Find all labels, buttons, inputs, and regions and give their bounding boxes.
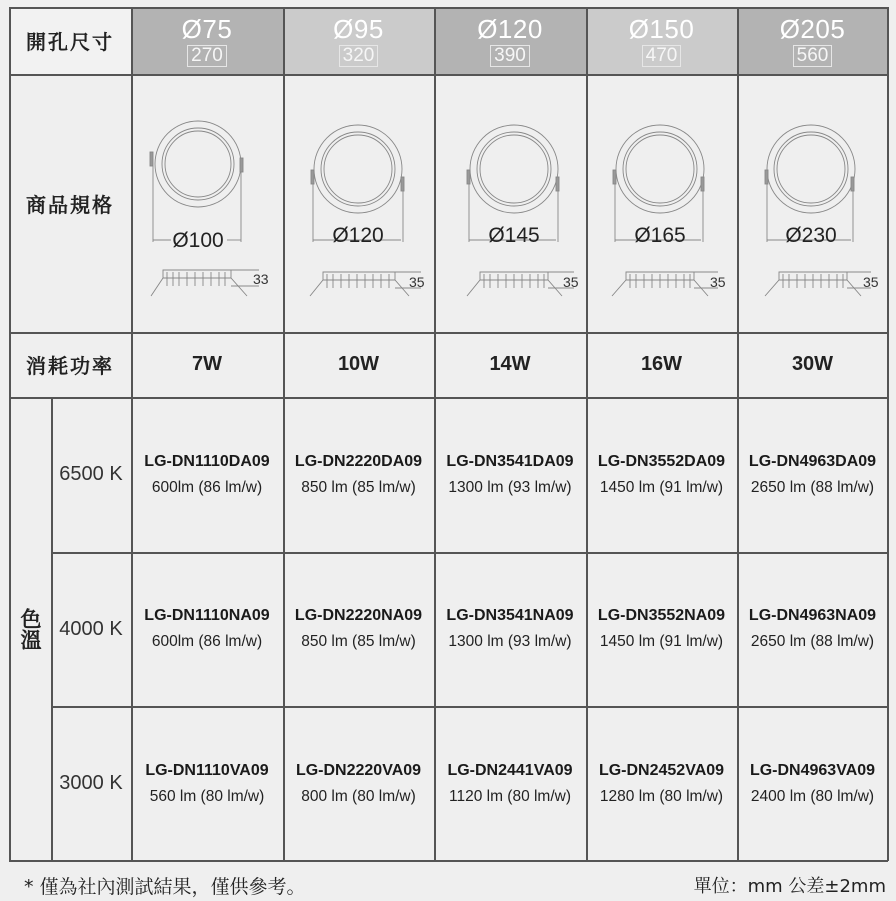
lumen-value: 1450 lm (91 lm/w) bbox=[599, 633, 724, 650]
hole-diameter: Ø205 bbox=[779, 13, 846, 44]
lumen-value: 2650 lm (88 lm/w) bbox=[750, 633, 875, 650]
model-number: LG-DN2452VA09 bbox=[598, 761, 725, 779]
grid-line bbox=[434, 7, 436, 861]
temp-value: 4000 K bbox=[59, 617, 123, 640]
grid-line bbox=[51, 706, 888, 708]
lumen-value: 1300 lm (93 lm/w) bbox=[448, 633, 572, 650]
svg-text:35: 35 bbox=[409, 274, 425, 290]
downlight-drawing-icon bbox=[283, 74, 434, 332]
product-cell bbox=[434, 706, 586, 861]
header-col-3 bbox=[434, 7, 586, 74]
svg-text:35: 35 bbox=[863, 274, 879, 290]
product-cell bbox=[737, 397, 888, 552]
units-note: 單位：mm 公差±2mm bbox=[693, 876, 886, 897]
model-number: LG-DN2220DA09 bbox=[294, 452, 423, 470]
product-cell bbox=[434, 552, 586, 706]
product-cell bbox=[586, 397, 737, 552]
power-cell-4 bbox=[586, 332, 737, 397]
grid-line bbox=[9, 397, 888, 399]
temp-cell-4000 bbox=[51, 552, 131, 706]
grid-line bbox=[51, 397, 53, 861]
svg-text:Ø100: Ø100 bbox=[172, 229, 224, 252]
power-cell-1 bbox=[131, 332, 283, 397]
product-cell bbox=[131, 706, 283, 861]
downlight-drawing-icon bbox=[434, 74, 586, 332]
lumen-value: 2400 lm (80 lm/w) bbox=[750, 787, 875, 805]
power-label: 消耗功率 bbox=[26, 354, 114, 378]
svg-text:35: 35 bbox=[563, 274, 579, 290]
lumen-value: 850 lm (85 lm/w) bbox=[301, 478, 416, 496]
product-cell bbox=[586, 552, 737, 706]
model-number: LG-DN2441VA09 bbox=[447, 761, 573, 779]
grid-line bbox=[9, 332, 888, 334]
grid-line bbox=[131, 7, 133, 861]
power-cell-3 bbox=[434, 332, 586, 397]
lumen-value: 560 lm (80 lm/w) bbox=[149, 787, 265, 805]
model-number: LG-DN3541DA09 bbox=[446, 452, 574, 470]
product-cell bbox=[283, 397, 434, 552]
model-number: LG-DN1110VA09 bbox=[145, 761, 269, 779]
grid-line bbox=[9, 7, 11, 861]
hole-cutout: 270 bbox=[187, 45, 227, 67]
product-cell bbox=[737, 552, 888, 706]
svg-text:Ø230: Ø230 bbox=[785, 224, 837, 247]
model-number: LG-DN4963VA09 bbox=[749, 761, 876, 779]
grid-line bbox=[51, 552, 888, 554]
temp-cell-3000 bbox=[51, 706, 131, 861]
footnote: * 僅為社內測試結果，僅供參考。 bbox=[24, 876, 306, 898]
color-temp-label: 色溫 bbox=[18, 608, 42, 650]
lumen-value: 1300 lm (93 lm/w) bbox=[448, 478, 572, 496]
product-cell bbox=[737, 706, 888, 861]
product-cell bbox=[283, 552, 434, 706]
temp-value: 3000 K bbox=[59, 772, 123, 794]
grid-line bbox=[283, 7, 285, 861]
product-cell bbox=[283, 706, 434, 861]
header-label-cell bbox=[9, 7, 131, 74]
lumen-value: 600lm (86 lm/w) bbox=[151, 478, 263, 496]
power-value: 10W bbox=[337, 353, 380, 375]
downlight-drawing-icon bbox=[737, 74, 888, 332]
hole-cutout: 560 bbox=[793, 45, 833, 67]
product-cell bbox=[434, 397, 586, 552]
lumen-value: 800 lm (80 lm/w) bbox=[301, 787, 416, 805]
model-number: LG-DN2220NA09 bbox=[294, 607, 423, 624]
svg-text:33: 33 bbox=[253, 271, 269, 287]
color-temp-label-cell bbox=[9, 397, 51, 861]
power-value: 14W bbox=[489, 353, 531, 375]
lumen-value: 1120 lm (80 lm/w) bbox=[448, 787, 572, 805]
temp-cell-6500 bbox=[51, 397, 131, 552]
grid-line bbox=[9, 860, 888, 862]
model-number: LG-DN3552DA09 bbox=[597, 452, 726, 470]
svg-text:Ø120: Ø120 bbox=[332, 224, 384, 247]
hole-diameter: Ø95 bbox=[333, 13, 384, 44]
svg-text:Ø145: Ø145 bbox=[488, 224, 540, 247]
header-col-1 bbox=[131, 7, 283, 74]
model-number: LG-DN4963NA09 bbox=[748, 607, 877, 624]
header-label: 開孔尺寸 bbox=[26, 30, 114, 54]
hole-diameter: Ø150 bbox=[628, 13, 695, 44]
hole-cutout: 470 bbox=[642, 45, 682, 67]
product-cell bbox=[131, 397, 283, 552]
grid-line bbox=[9, 7, 888, 9]
hole-cutout: 390 bbox=[490, 45, 530, 67]
downlight-drawing-icon bbox=[131, 74, 283, 332]
grid-line bbox=[9, 74, 888, 76]
product-cell bbox=[131, 552, 283, 706]
drawing-cell-3 bbox=[434, 74, 586, 332]
model-number: LG-DN1110NA09 bbox=[144, 607, 270, 624]
lumen-value: 1450 lm (91 lm/w) bbox=[599, 478, 724, 496]
power-value: 16W bbox=[640, 353, 683, 375]
power-cell-2 bbox=[283, 332, 434, 397]
svg-text:Ø165: Ø165 bbox=[634, 224, 686, 247]
lumen-value: 2650 lm (88 lm/w) bbox=[750, 478, 875, 496]
hole-cutout: 320 bbox=[339, 45, 379, 67]
power-label-cell bbox=[9, 332, 131, 397]
product-cell bbox=[586, 706, 737, 861]
header-col-5 bbox=[737, 7, 888, 74]
grid-line bbox=[887, 7, 889, 861]
lumen-value: 600lm (86 lm/w) bbox=[151, 633, 263, 650]
model-number: LG-DN3552NA09 bbox=[597, 607, 726, 624]
lumen-value: 1280 lm (80 lm/w) bbox=[599, 787, 724, 805]
drawing-cell-5 bbox=[737, 74, 888, 332]
header-col-4 bbox=[586, 7, 737, 74]
temp-value: 6500 K bbox=[59, 463, 123, 485]
hole-diameter: Ø120 bbox=[477, 13, 543, 44]
spec-table bbox=[9, 7, 888, 861]
grid-line bbox=[737, 7, 739, 861]
lumen-value: 850 lm (85 lm/w) bbox=[301, 633, 416, 650]
downlight-drawing-icon bbox=[586, 74, 737, 332]
drawing-cell-1 bbox=[131, 74, 283, 332]
model-number: LG-DN1110DA09 bbox=[144, 452, 270, 470]
drawing-cell-4 bbox=[586, 74, 737, 332]
power-value: 30W bbox=[791, 353, 834, 375]
power-value: 7W bbox=[192, 353, 222, 375]
hole-diameter: Ø75 bbox=[181, 13, 233, 44]
power-cell-5 bbox=[737, 332, 888, 397]
svg-text:35: 35 bbox=[710, 274, 726, 290]
header-col-2 bbox=[283, 7, 434, 74]
spec-label: 商品規格 bbox=[26, 192, 114, 217]
drawing-cell-2 bbox=[283, 74, 434, 332]
model-number: LG-DN2220VA09 bbox=[295, 761, 422, 779]
spec-label-cell bbox=[9, 74, 131, 332]
model-number: LG-DN3541NA09 bbox=[446, 607, 574, 624]
model-number: LG-DN4963DA09 bbox=[748, 452, 877, 470]
grid-line bbox=[586, 7, 588, 861]
